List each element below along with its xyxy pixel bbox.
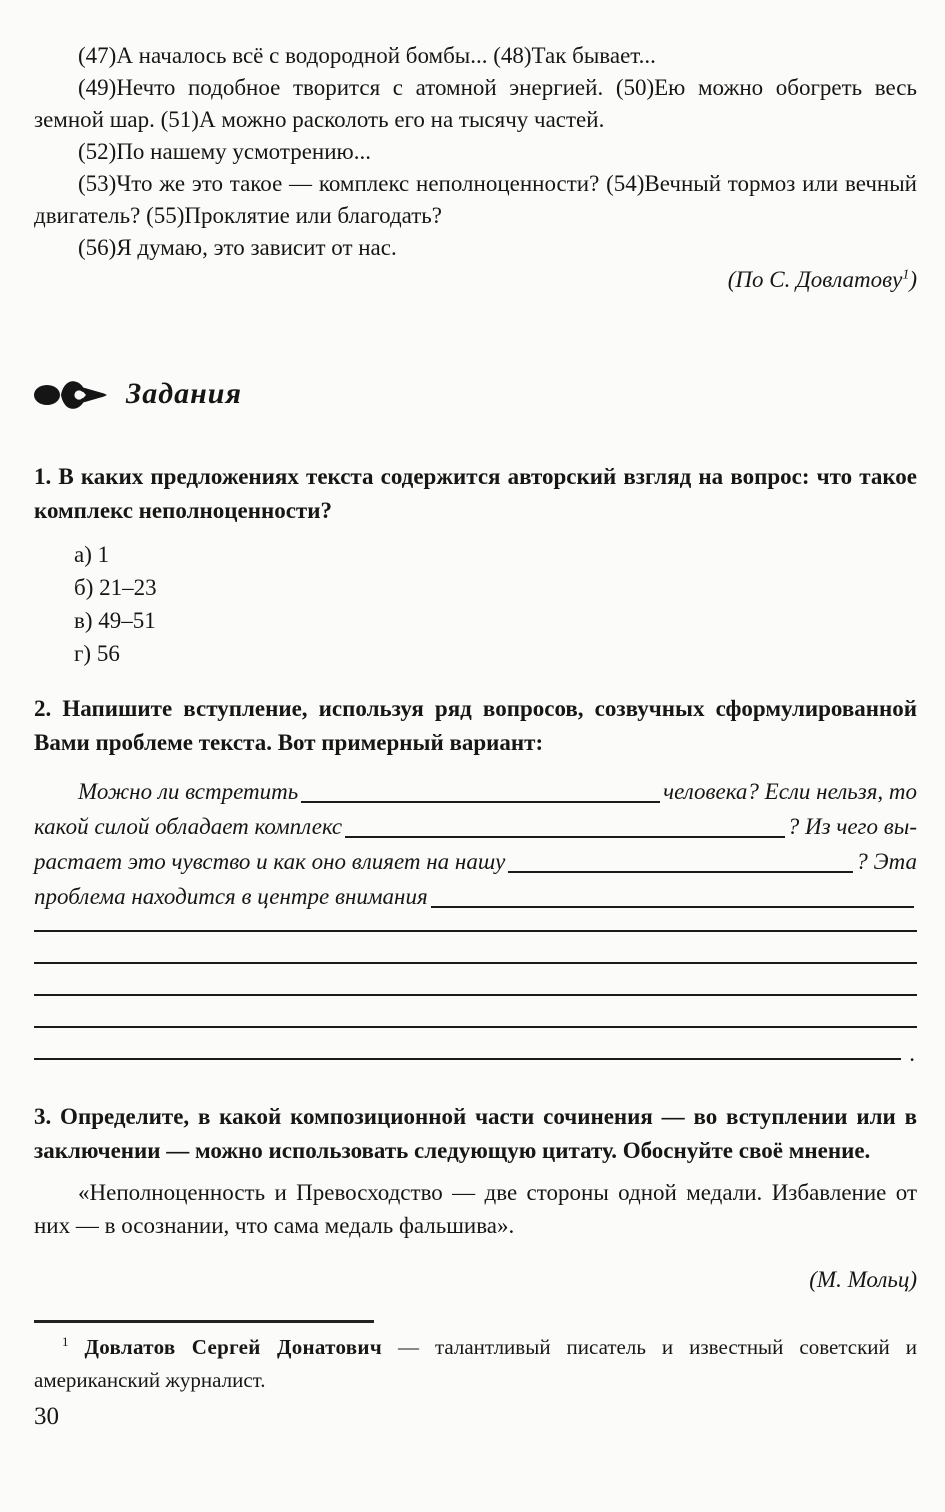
answer-blank[interactable] [345,809,785,838]
task3-statement: 3. Определите, в какой композиционной части сочинения — во вступлении или в заключении — можно использовать следующую цитату. Обоснуйте своё мнение. [34,1104,917,1163]
source-text-block [34,40,917,296]
answer-option: б) 21–23 [74,575,157,600]
answer-line[interactable] [34,900,917,932]
pen-nib-icon [34,374,108,414]
paragraph-indent [34,774,78,809]
task-2 [34,692,917,1066]
source-paragraph: (56)Я думаю, это зависит от нас. [78,235,397,260]
footnote-reference: 1 [902,267,910,283]
source-paragraph: (53)Что же это такое — комплекс неполноценности? (54)Вечный тормоз или вечный двигатель? (55)Проклятие или благодать? [34,171,917,228]
task1-statement: 1. В каких предложениях текста содержится авторский взгляд на вопрос: что такое комплекс неполноценности? [34,464,917,523]
answer-option: г) 56 [74,641,120,666]
sentence-period: . [909,1041,915,1066]
answer-line[interactable] [34,964,917,996]
answer-blank[interactable] [301,774,660,803]
source-paragraph: (49)Нечто подобное творится с атомной энергией. (50)Ею можно обогреть весь земной шар. (51)А можно расколоть его на тысячу частей. [34,75,917,132]
task2-statement: 2. Напишите вступление, используя ряд вопросов, созвучных сформулированной Вами проблеме текста. Вот примерный вариант: [34,696,917,755]
task-3 [34,1100,917,1296]
template-line [34,774,917,809]
footnote-text: — талантливый писатель и известный советский и американский журналист. [34,1335,917,1392]
attribution-text: (По С. Довлатову [727,267,903,292]
template-text: проблема находится в центре внимания [34,884,428,909]
answer-option: а) 1 [74,542,110,567]
task3-quote: «Неполноценность и Превосходство — две стороны одной медали. Избавление от них — в осознании, что сама медаль фальшива». [34,1180,917,1238]
task2-fill-in-template [34,774,917,914]
answer-lines-block [34,900,917,1066]
page-number: 30 [34,1403,59,1430]
template-text: ? Из чего вы- [787,814,917,839]
template-text: человека? Если нельзя, то [663,779,917,804]
answer-option: в) 49–51 [74,608,156,633]
quote-attribution: (М. Мольц) [809,1267,917,1292]
source-paragraph: (52)По нашему усмотрению... [78,139,371,164]
template-text: растает это чувство и как оно влияет на нашу [34,849,506,874]
footnote-marker: 1 [62,1334,69,1349]
footnote [34,1331,917,1397]
task1-options [34,538,917,670]
answer-blank[interactable] [508,844,853,873]
template-line [34,809,917,844]
footnote-person-name: Довлатов Сергей Донатович [84,1335,382,1359]
template-text: Можно ли встретить [78,779,299,804]
source-attribution [34,264,917,296]
tasks-section-heading [34,372,917,416]
source-paragraph: (47)А началось всё с водородной бомбы... (48)Так бывает... [78,43,656,68]
answer-line-rule [34,1058,901,1060]
footnote-divider [34,1320,374,1323]
answer-line[interactable] [34,1028,917,1066]
tasks-heading-label: Задания [126,377,242,410]
template-line [34,844,917,879]
answer-line[interactable] [34,996,917,1028]
answer-line[interactable] [34,932,917,964]
template-text: ? Эта [856,849,917,874]
task-1 [34,460,917,670]
template-text: какой силой обладает комплекс [34,814,343,839]
attribution-close: ) [909,267,917,292]
